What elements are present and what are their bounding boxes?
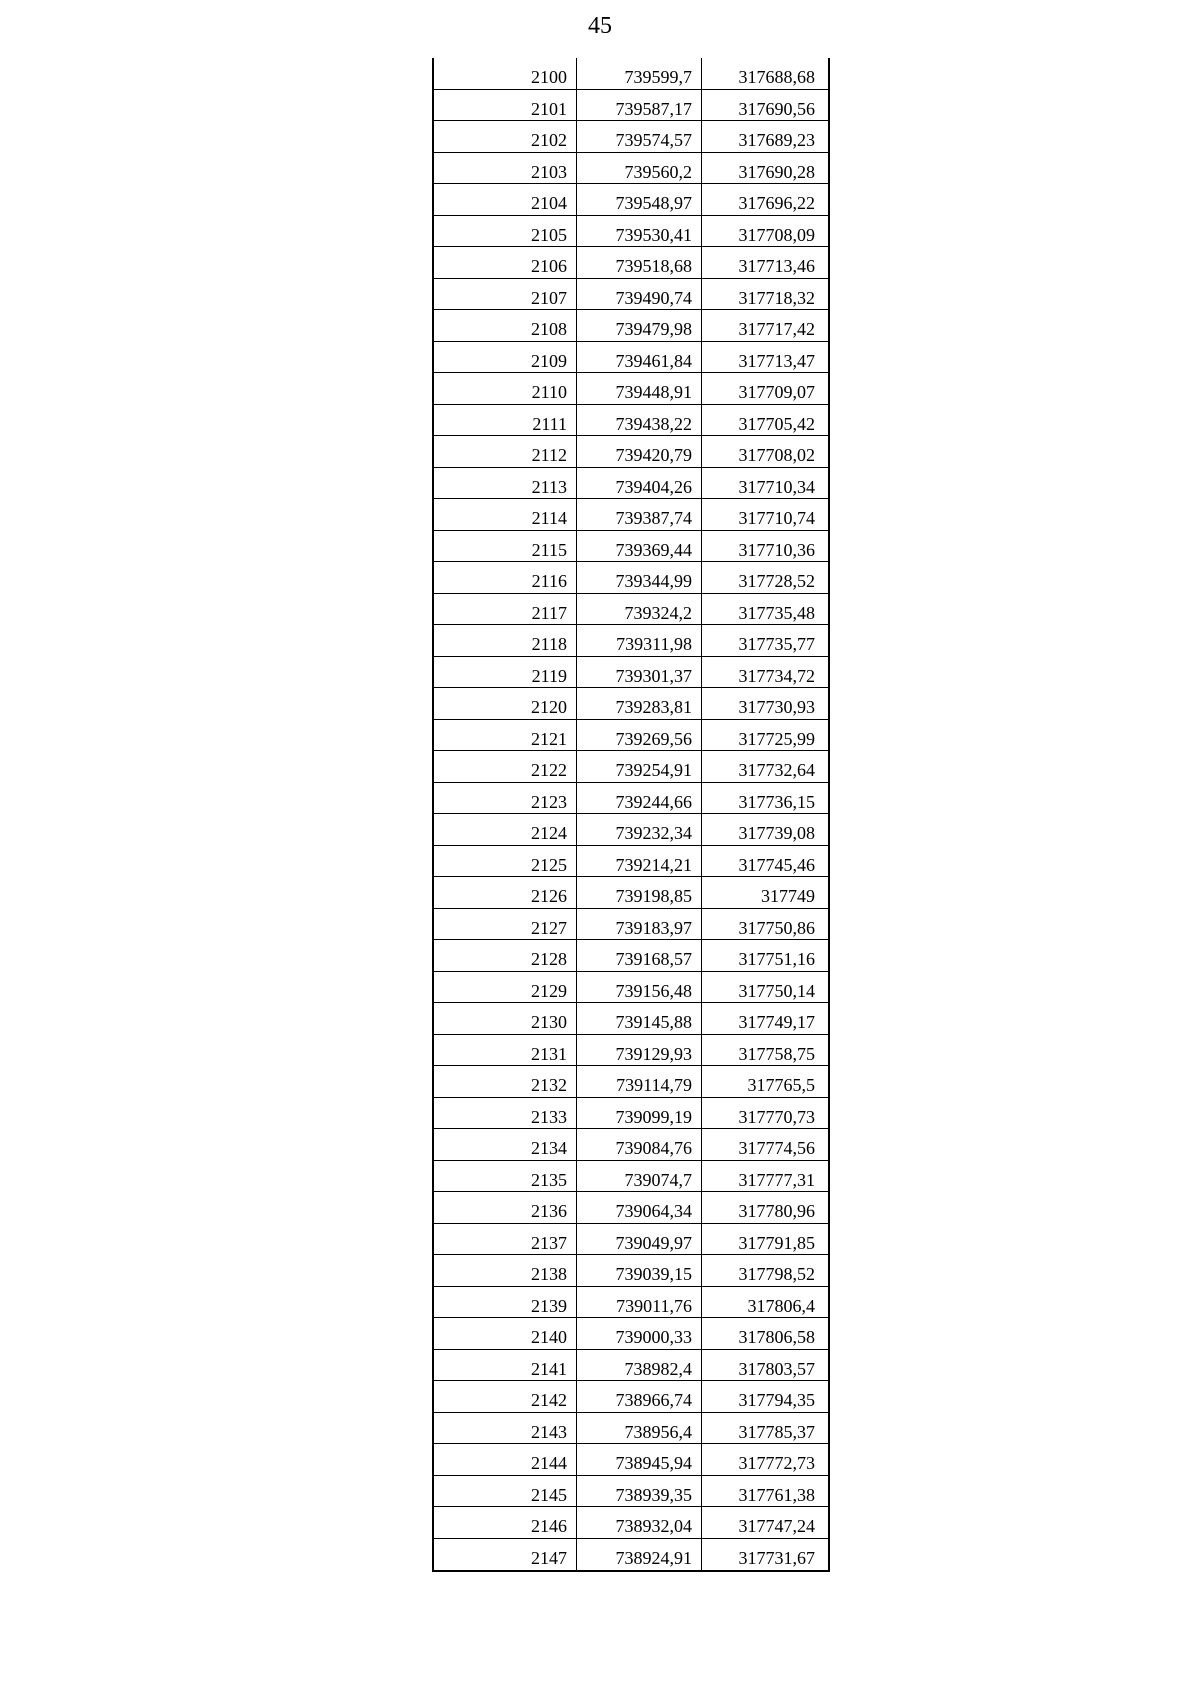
- x-coordinate-cell: 739145,88: [577, 1003, 702, 1034]
- x-coordinate-cell: 739461,84: [577, 342, 702, 373]
- x-coordinate-cell: 739574,57: [577, 121, 702, 152]
- x-coordinate-cell: 739232,34: [577, 814, 702, 845]
- y-coordinate-cell: 317765,5: [747, 1075, 815, 1095]
- point-number-cell: 2125: [434, 846, 577, 877]
- y-coordinate-cell: 317747,24: [738, 1516, 815, 1536]
- table-row: [434, 1003, 828, 1035]
- y-coordinate-cell: 317750,86: [738, 917, 815, 938]
- point-number-cell: 2147: [434, 1539, 577, 1571]
- x-coordinate-cell: 739129,93: [577, 1035, 702, 1066]
- point-number-cell: 2122: [434, 751, 577, 782]
- point-number-cell: 2111: [434, 405, 577, 436]
- y-coordinate-cell: 317730,93: [738, 697, 815, 717]
- y-coordinate-cell: 317772,73: [738, 1453, 815, 1473]
- table-row: [434, 562, 828, 594]
- x-coordinate-cell: 739518,68: [577, 247, 702, 278]
- y-coordinate-cell: 317690,56: [738, 98, 815, 119]
- x-coordinate-cell: 739214,21: [577, 846, 702, 877]
- x-coordinate-cell: 739587,17: [577, 90, 702, 121]
- table-row: [434, 594, 828, 626]
- table-row: [434, 1476, 828, 1508]
- x-coordinate-cell: 738939,35: [577, 1476, 702, 1507]
- table-row: [434, 657, 828, 689]
- point-number-cell: 2110: [434, 373, 577, 404]
- table-row: [434, 783, 828, 815]
- y-coordinate-cell: 317689,23: [738, 130, 815, 150]
- table-row: [434, 909, 828, 941]
- point-number-cell: 2126: [434, 877, 577, 908]
- point-number-cell: 2107: [434, 279, 577, 310]
- table-row: [434, 247, 828, 279]
- table-row: [434, 940, 828, 972]
- y-coordinate-cell: 317708,09: [738, 224, 815, 245]
- x-coordinate-cell: 738945,94: [577, 1444, 702, 1475]
- table-row: [434, 1381, 828, 1413]
- x-coordinate-cell: 739301,37: [577, 657, 702, 688]
- table-row: [434, 846, 828, 878]
- y-coordinate-cell: 317728,52: [738, 571, 815, 591]
- point-number-cell: 2139: [434, 1287, 577, 1318]
- page-number: 45: [588, 13, 612, 39]
- x-coordinate-cell: 738932,04: [577, 1507, 702, 1538]
- point-number-cell: 2124: [434, 814, 577, 845]
- coordinates-table: [432, 58, 830, 1572]
- y-coordinate-cell: 317713,47: [738, 350, 815, 371]
- table-row: [434, 1507, 828, 1539]
- table-row: [434, 751, 828, 783]
- point-number-cell: 2145: [434, 1476, 577, 1507]
- point-number-cell: 2112: [434, 436, 577, 467]
- y-coordinate-cell: 317803,57: [738, 1358, 815, 1379]
- table-row: [434, 58, 828, 90]
- y-coordinate-cell: 317751,16: [738, 949, 815, 969]
- x-coordinate-cell: 739479,98: [577, 310, 702, 341]
- point-number-cell: 2142: [434, 1381, 577, 1412]
- table-row: [434, 1098, 828, 1130]
- point-number-cell: 2128: [434, 940, 577, 971]
- y-coordinate-cell: 317794,35: [738, 1390, 815, 1410]
- table-row: [434, 1129, 828, 1161]
- y-coordinate-cell: 317780,96: [738, 1201, 815, 1221]
- x-coordinate-cell: 739000,33: [577, 1318, 702, 1349]
- table-row: [434, 216, 828, 248]
- x-coordinate-cell: 739324,2: [577, 594, 702, 625]
- table-row: [434, 1287, 828, 1319]
- point-number-cell: 2135: [434, 1161, 577, 1192]
- point-number-cell: 2141: [434, 1350, 577, 1381]
- x-coordinate-cell: 739490,74: [577, 279, 702, 310]
- point-number-cell: 2115: [434, 531, 577, 562]
- table-row: [434, 1444, 828, 1476]
- y-coordinate-cell: 317732,64: [738, 760, 815, 780]
- table-row: [434, 279, 828, 311]
- y-coordinate-cell: 317785,37: [738, 1421, 815, 1442]
- x-coordinate-cell: 739387,74: [577, 499, 702, 530]
- table-row: [434, 1255, 828, 1287]
- table-row: [434, 1224, 828, 1256]
- point-number-cell: 2138: [434, 1255, 577, 1286]
- table-row: [434, 184, 828, 216]
- table-row: [434, 625, 828, 657]
- table-row: [434, 1413, 828, 1445]
- point-number-cell: 2100: [434, 58, 577, 89]
- x-coordinate-cell: 739156,48: [577, 972, 702, 1003]
- table-row: [434, 1066, 828, 1098]
- y-coordinate-cell: 317758,75: [738, 1043, 815, 1064]
- table-row: [434, 972, 828, 1004]
- y-coordinate-cell: 317734,72: [738, 665, 815, 686]
- y-coordinate-cell: 317725,99: [738, 728, 815, 749]
- point-number-cell: 2106: [434, 247, 577, 278]
- point-number-cell: 2143: [434, 1413, 577, 1444]
- point-number-cell: 2101: [434, 90, 577, 121]
- table-row: [434, 436, 828, 468]
- point-number-cell: 2127: [434, 909, 577, 940]
- y-coordinate-cell: 317749: [761, 886, 815, 906]
- point-number-cell: 2146: [434, 1507, 577, 1538]
- x-coordinate-cell: 739084,76: [577, 1129, 702, 1160]
- point-number-cell: 2140: [434, 1318, 577, 1349]
- y-coordinate-cell: 317688,68: [738, 67, 815, 87]
- y-coordinate-cell: 317774,56: [738, 1138, 815, 1158]
- x-coordinate-cell: 739404,26: [577, 468, 702, 499]
- y-coordinate-cell: 317705,42: [738, 413, 815, 434]
- x-coordinate-cell: 739039,15: [577, 1255, 702, 1286]
- table-row: [434, 1318, 828, 1350]
- x-coordinate-cell: 739064,34: [577, 1192, 702, 1223]
- x-coordinate-cell: 739011,76: [577, 1287, 702, 1318]
- y-coordinate-cell: 317798,52: [738, 1264, 815, 1284]
- x-coordinate-cell: 739049,97: [577, 1224, 702, 1255]
- y-coordinate-cell: 317690,28: [738, 161, 815, 182]
- table-row: [434, 153, 828, 185]
- point-number-cell: 2104: [434, 184, 577, 215]
- table-row: [434, 121, 828, 153]
- y-coordinate-cell: 317710,36: [738, 539, 815, 560]
- table-row: [434, 720, 828, 752]
- point-number-cell: 2103: [434, 153, 577, 184]
- point-number-cell: 2137: [434, 1224, 577, 1255]
- y-coordinate-cell: 317806,4: [747, 1295, 815, 1316]
- y-coordinate-cell: 317696,22: [738, 193, 815, 213]
- x-coordinate-cell: 739099,19: [577, 1098, 702, 1129]
- x-coordinate-cell: 739283,81: [577, 688, 702, 719]
- point-number-cell: 2144: [434, 1444, 577, 1475]
- point-number-cell: 2119: [434, 657, 577, 688]
- x-coordinate-cell: 739369,44: [577, 531, 702, 562]
- x-coordinate-cell: 739074,7: [577, 1161, 702, 1192]
- y-coordinate-cell: 317739,08: [738, 823, 815, 843]
- point-number-cell: 2130: [434, 1003, 577, 1034]
- x-coordinate-cell: 739183,97: [577, 909, 702, 940]
- x-coordinate-cell: 738956,4: [577, 1413, 702, 1444]
- point-number-cell: 2134: [434, 1129, 577, 1160]
- y-coordinate-cell: 317708,02: [738, 445, 815, 465]
- point-number-cell: 2118: [434, 625, 577, 656]
- y-coordinate-cell: 317770,73: [738, 1106, 815, 1127]
- x-coordinate-cell: 738982,4: [577, 1350, 702, 1381]
- point-number-cell: 2131: [434, 1035, 577, 1066]
- table-row: [434, 1350, 828, 1382]
- x-coordinate-cell: 739198,85: [577, 877, 702, 908]
- point-number-cell: 2105: [434, 216, 577, 247]
- point-number-cell: 2108: [434, 310, 577, 341]
- y-coordinate-cell: 317736,15: [738, 791, 815, 812]
- point-number-cell: 2129: [434, 972, 577, 1003]
- x-coordinate-cell: 739254,91: [577, 751, 702, 782]
- point-number-cell: 2113: [434, 468, 577, 499]
- y-coordinate-cell: 317717,42: [738, 319, 815, 339]
- table-row: [434, 499, 828, 531]
- table-row: [434, 468, 828, 500]
- y-coordinate-cell: 317749,17: [738, 1012, 815, 1032]
- y-coordinate-cell: 317761,38: [738, 1484, 815, 1505]
- table-row: [434, 310, 828, 342]
- y-coordinate-cell: 317735,77: [738, 634, 815, 654]
- table-row: [434, 1161, 828, 1193]
- point-number-cell: 2117: [434, 594, 577, 625]
- x-coordinate-cell: 739420,79: [577, 436, 702, 467]
- x-coordinate-cell: 738966,74: [577, 1381, 702, 1412]
- point-number-cell: 2123: [434, 783, 577, 814]
- x-coordinate-cell: 739344,99: [577, 562, 702, 593]
- table-row: [434, 405, 828, 437]
- y-coordinate-cell: 317713,46: [738, 256, 815, 276]
- point-number-cell: 2121: [434, 720, 577, 751]
- y-coordinate-cell: 317735,48: [738, 602, 815, 623]
- y-coordinate-cell: 317750,14: [738, 980, 815, 1001]
- x-coordinate-cell: 738924,91: [577, 1539, 702, 1571]
- point-number-cell: 2109: [434, 342, 577, 373]
- y-coordinate-cell: 317718,32: [738, 287, 815, 308]
- y-coordinate-cell: 317745,46: [738, 854, 815, 875]
- y-coordinate-cell: 317710,34: [738, 476, 815, 497]
- table-row: [434, 1192, 828, 1224]
- y-coordinate-cell: 317791,85: [738, 1232, 815, 1253]
- y-coordinate-cell: 317709,07: [738, 382, 815, 402]
- x-coordinate-cell: 739311,98: [577, 625, 702, 656]
- x-coordinate-cell: 739244,66: [577, 783, 702, 814]
- table-row: [434, 688, 828, 720]
- point-number-cell: 2116: [434, 562, 577, 593]
- x-coordinate-cell: 739114,79: [577, 1066, 702, 1097]
- table-row: [434, 342, 828, 374]
- x-coordinate-cell: 739548,97: [577, 184, 702, 215]
- x-coordinate-cell: 739448,91: [577, 373, 702, 404]
- point-number-cell: 2136: [434, 1192, 577, 1223]
- point-number-cell: 2132: [434, 1066, 577, 1097]
- x-coordinate-cell: 739168,57: [577, 940, 702, 971]
- x-coordinate-cell: 739438,22: [577, 405, 702, 436]
- x-coordinate-cell: 739269,56: [577, 720, 702, 751]
- table-row: [434, 1539, 828, 1571]
- x-coordinate-cell: 739560,2: [577, 153, 702, 184]
- y-coordinate-cell: 317806,58: [738, 1327, 815, 1347]
- table-row: [434, 814, 828, 846]
- table-row: [434, 877, 828, 909]
- point-number-cell: 2133: [434, 1098, 577, 1129]
- y-coordinate-cell: 317710,74: [738, 508, 815, 528]
- x-coordinate-cell: 739599,7: [577, 58, 702, 89]
- point-number-cell: 2102: [434, 121, 577, 152]
- table-row: [434, 1035, 828, 1067]
- table-row: [434, 373, 828, 405]
- table-row: [434, 90, 828, 122]
- x-coordinate-cell: 739530,41: [577, 216, 702, 247]
- y-coordinate-cell: 317731,67: [738, 1547, 815, 1568]
- y-coordinate-cell: 317777,31: [738, 1169, 815, 1190]
- point-number-cell: 2120: [434, 688, 577, 719]
- table-row: [434, 531, 828, 563]
- point-number-cell: 2114: [434, 499, 577, 530]
